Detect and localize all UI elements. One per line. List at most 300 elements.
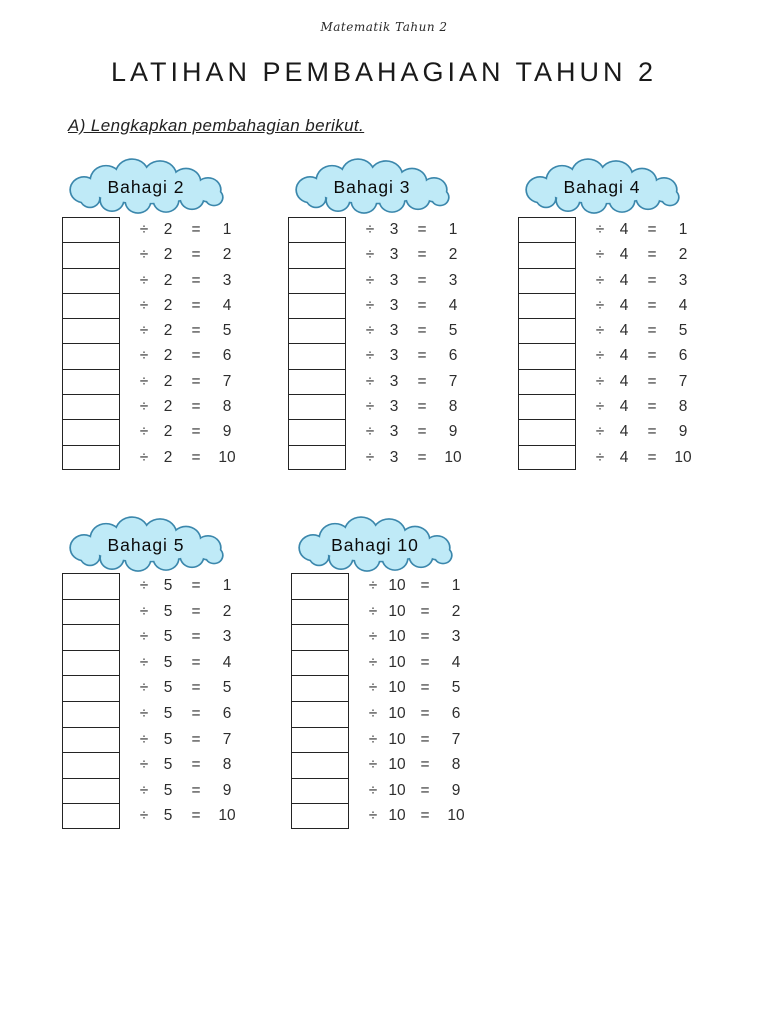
equals-sign: = [420, 730, 430, 748]
divisor-value: 3 [389, 448, 399, 466]
quotient-value: 10 [444, 448, 462, 466]
divide-sign: ÷ [595, 246, 605, 264]
answer-box[interactable] [518, 242, 576, 269]
divide-sign: ÷ [139, 221, 149, 238]
divisor-value: 4 [619, 221, 629, 238]
division-row [62, 419, 243, 444]
divisor-value: 4 [619, 423, 629, 441]
divide-sign: ÷ [365, 221, 375, 238]
division-row [291, 650, 472, 676]
divisor-value: 4 [619, 372, 629, 390]
cloud-banner [518, 158, 686, 216]
divide-sign: ÷ [365, 372, 375, 390]
equals-sign: = [191, 322, 201, 340]
answer-box[interactable] [518, 369, 576, 396]
quotient-value: 2 [678, 246, 688, 264]
quotient-value: 10 [674, 448, 692, 466]
equals-sign: = [191, 221, 201, 238]
division-row [288, 445, 469, 470]
division-row [518, 318, 699, 343]
division-row [518, 369, 699, 394]
division-row [291, 675, 472, 701]
division-row [518, 268, 699, 293]
equals-sign: = [420, 577, 430, 594]
answer-box[interactable] [62, 727, 120, 754]
answer-box[interactable] [288, 318, 346, 345]
quotient-value: 6 [222, 347, 232, 365]
equals-sign: = [191, 347, 201, 365]
divide-sign: ÷ [139, 602, 149, 620]
division-row [288, 343, 469, 368]
divisor-value: 10 [388, 704, 406, 722]
divisor-value: 10 [388, 628, 406, 646]
equals-sign: = [420, 679, 430, 697]
quotient-value: 8 [448, 398, 458, 416]
divisor-value: 3 [389, 372, 399, 390]
divide-sign: ÷ [595, 296, 605, 314]
answer-box[interactable] [518, 419, 576, 446]
answer-box[interactable] [291, 727, 349, 754]
equals-sign: = [647, 246, 657, 264]
divide-sign: ÷ [368, 781, 378, 799]
answer-box[interactable] [288, 217, 346, 244]
equals-sign: = [417, 246, 427, 264]
divisor-value: 5 [163, 577, 173, 594]
cloud-label: Bahagi 2 [107, 177, 185, 197]
division-row [62, 803, 243, 829]
answer-box[interactable] [288, 343, 346, 370]
equals-sign: = [647, 423, 657, 441]
answer-box[interactable] [62, 293, 120, 320]
quotient-value: 9 [222, 781, 232, 799]
answer-box[interactable] [62, 778, 120, 805]
divide-sign: ÷ [365, 448, 375, 466]
division-row [288, 419, 469, 444]
answer-box[interactable] [518, 343, 576, 370]
division-row [518, 242, 699, 267]
divisor-value: 4 [619, 347, 629, 365]
cloud-banner [291, 516, 459, 574]
divisor-value: 10 [388, 653, 406, 671]
divisor-value: 3 [389, 347, 399, 365]
division-row [62, 675, 243, 701]
division-row [62, 293, 243, 318]
answer-box[interactable] [62, 242, 120, 269]
equals-sign: = [417, 322, 427, 340]
equals-sign: = [420, 653, 430, 671]
divide-sign: ÷ [368, 679, 378, 697]
divisor-value: 3 [389, 296, 399, 314]
division-rows [288, 217, 469, 470]
divisor-value: 2 [163, 221, 173, 238]
division-row [62, 573, 243, 599]
divide-sign: ÷ [139, 730, 149, 748]
divide-sign: ÷ [139, 322, 149, 340]
divisor-value: 3 [389, 398, 399, 416]
cloud-banner [288, 158, 456, 216]
division-row [62, 599, 243, 625]
divisor-value: 5 [163, 653, 173, 671]
quotient-value: 2 [448, 246, 458, 264]
divide-sign: ÷ [595, 448, 605, 466]
division-row [518, 343, 699, 368]
divisor-value: 2 [163, 271, 173, 289]
quotient-value: 9 [448, 423, 458, 441]
quotient-value: 4 [451, 653, 461, 671]
division-row [291, 803, 472, 829]
cloud-banner [62, 158, 230, 216]
page-title: LATIHAN PEMBAHAGIAN TAHUN 2 [110, 57, 658, 87]
cloud-label: Bahagi 3 [333, 177, 411, 197]
division-row [518, 445, 699, 470]
divisor-value: 4 [619, 246, 629, 264]
divide-sign: ÷ [595, 423, 605, 441]
division-row [288, 242, 469, 267]
cloud-banner [62, 516, 230, 574]
division-row [62, 318, 243, 343]
divisor-value: 4 [619, 296, 629, 314]
divide-sign: ÷ [139, 679, 149, 697]
divide-sign: ÷ [368, 807, 378, 825]
divide-sign: ÷ [365, 423, 375, 441]
instruction-text: A) Lengkapkan pembahagian berikut. [68, 116, 365, 135]
answer-box[interactable] [291, 650, 349, 677]
quotient-value: 1 [678, 221, 688, 238]
equals-sign: = [647, 221, 657, 238]
divide-sign: ÷ [139, 653, 149, 671]
division-row [62, 369, 243, 394]
equals-sign: = [417, 347, 427, 365]
answer-box[interactable] [62, 803, 120, 829]
divide-sign: ÷ [368, 653, 378, 671]
equals-sign: = [191, 730, 201, 748]
division-row [288, 318, 469, 343]
divisor-value: 3 [389, 423, 399, 441]
divisor-value: 5 [163, 807, 173, 825]
equals-sign: = [417, 398, 427, 416]
division-row [288, 217, 469, 242]
divide-sign: ÷ [139, 271, 149, 289]
answer-box[interactable] [62, 650, 120, 677]
divisor-value: 4 [619, 448, 629, 466]
quotient-value: 1 [222, 221, 232, 238]
answer-box[interactable] [62, 701, 120, 728]
quotient-value: 7 [678, 372, 688, 390]
divisor-value: 10 [388, 602, 406, 620]
answer-box[interactable] [288, 268, 346, 295]
divisor-value: 2 [163, 246, 173, 264]
equals-sign: = [420, 704, 430, 722]
division-rows [62, 573, 243, 829]
division-row [291, 752, 472, 778]
divisor-value: 3 [389, 246, 399, 264]
division-row [291, 599, 472, 625]
divide-sign: ÷ [595, 271, 605, 289]
answer-box[interactable] [291, 778, 349, 805]
equals-sign: = [647, 322, 657, 340]
answer-box[interactable] [291, 752, 349, 779]
division-row [518, 419, 699, 444]
answer-box[interactable] [62, 369, 120, 396]
division-row [288, 268, 469, 293]
divisor-value: 10 [388, 679, 406, 697]
quotient-value: 8 [222, 756, 232, 774]
equals-sign: = [647, 271, 657, 289]
quotient-value: 6 [451, 704, 461, 722]
equals-sign: = [191, 448, 201, 466]
divide-sign: ÷ [595, 221, 605, 238]
equals-sign: = [191, 807, 201, 825]
divide-sign: ÷ [139, 577, 149, 594]
divisor-value: 4 [619, 398, 629, 416]
divide-sign: ÷ [139, 704, 149, 722]
quotient-value: 5 [451, 679, 461, 697]
equals-sign: = [191, 296, 201, 314]
quotient-value: 6 [222, 704, 232, 722]
divisor-value: 2 [163, 423, 173, 441]
divide-sign: ÷ [368, 628, 378, 646]
answer-box[interactable] [62, 419, 120, 446]
quotient-value: 7 [222, 730, 232, 748]
quotient-value: 2 [222, 246, 232, 264]
answer-box[interactable] [288, 293, 346, 320]
answer-box[interactable] [62, 343, 120, 370]
answer-box[interactable] [291, 701, 349, 728]
divide-sign: ÷ [365, 296, 375, 314]
divisor-value: 5 [163, 628, 173, 646]
divide-sign: ÷ [595, 347, 605, 365]
equals-sign: = [191, 423, 201, 441]
equals-sign: = [647, 296, 657, 314]
quotient-value: 9 [451, 781, 461, 799]
divide-sign: ÷ [365, 347, 375, 365]
quotient-value: 6 [678, 347, 688, 365]
divisor-value: 10 [388, 730, 406, 748]
answer-box[interactable] [518, 394, 576, 421]
quotient-value: 8 [678, 398, 688, 416]
answer-box[interactable] [291, 573, 349, 600]
equals-sign: = [191, 372, 201, 390]
equals-sign: = [647, 347, 657, 365]
quotient-value: 4 [448, 296, 458, 314]
division-row [518, 217, 699, 242]
cloud-label: Bahagi 4 [563, 177, 641, 197]
answer-box[interactable] [518, 217, 576, 244]
quotient-value: 3 [222, 271, 232, 289]
equals-sign: = [191, 398, 201, 416]
divide-sign: ÷ [595, 322, 605, 340]
divide-sign: ÷ [139, 423, 149, 441]
quotient-value: 2 [222, 602, 232, 620]
division-row [62, 650, 243, 676]
divisor-value: 4 [619, 271, 629, 289]
answer-box[interactable] [518, 445, 576, 470]
divisor-value: 4 [619, 322, 629, 340]
answer-box[interactable] [288, 394, 346, 421]
divide-sign: ÷ [139, 756, 149, 774]
division-row [62, 701, 243, 727]
division-row [518, 293, 699, 318]
answer-box[interactable] [62, 318, 120, 345]
quotient-value: 7 [451, 730, 461, 748]
divisor-value: 10 [388, 781, 406, 799]
answer-box[interactable] [62, 445, 120, 470]
divisor-value: 2 [163, 448, 173, 466]
divide-sign: ÷ [368, 602, 378, 620]
division-row [288, 293, 469, 318]
equals-sign: = [417, 221, 427, 238]
answer-box[interactable] [291, 624, 349, 651]
divisor-value: 5 [163, 781, 173, 799]
answer-box[interactable] [518, 268, 576, 295]
answer-box[interactable] [291, 675, 349, 702]
cloud-label: Bahagi 5 [107, 535, 185, 555]
equals-sign: = [191, 756, 201, 774]
answer-box[interactable] [62, 624, 120, 651]
equals-sign: = [417, 271, 427, 289]
answer-box[interactable] [291, 803, 349, 829]
quotient-value: 1 [222, 577, 232, 594]
divisor-value: 5 [163, 730, 173, 748]
answer-box[interactable] [288, 369, 346, 396]
answer-box[interactable] [62, 573, 120, 600]
divide-sign: ÷ [365, 322, 375, 340]
quotient-value: 1 [451, 577, 461, 594]
equals-sign: = [191, 577, 201, 594]
quotient-value: 4 [222, 653, 232, 671]
equals-sign: = [420, 781, 430, 799]
quotient-value: 4 [678, 296, 688, 314]
quotient-value: 10 [218, 807, 236, 825]
quotient-value: 3 [448, 271, 458, 289]
quotient-value: 10 [218, 448, 236, 466]
divide-sign: ÷ [365, 271, 375, 289]
divisor-value: 10 [388, 577, 406, 594]
quotient-value: 9 [678, 423, 688, 441]
divide-sign: ÷ [139, 246, 149, 264]
division-row [291, 624, 472, 650]
equals-sign: = [420, 807, 430, 825]
division-row [62, 343, 243, 368]
quotient-value: 8 [451, 756, 461, 774]
answer-box[interactable] [288, 419, 346, 446]
divisor-value: 10 [388, 807, 406, 825]
divide-sign: ÷ [139, 628, 149, 646]
division-row [291, 727, 472, 753]
divide-sign: ÷ [365, 246, 375, 264]
division-row [288, 369, 469, 394]
divide-sign: ÷ [368, 730, 378, 748]
divisor-value: 3 [389, 271, 399, 289]
quotient-value: 4 [222, 296, 232, 314]
divide-sign: ÷ [139, 448, 149, 466]
answer-box[interactable] [62, 268, 120, 295]
answer-box[interactable] [62, 394, 120, 421]
equals-sign: = [417, 448, 427, 466]
quotient-value: 5 [448, 322, 458, 340]
equals-sign: = [647, 448, 657, 466]
answer-box[interactable] [62, 675, 120, 702]
divisor-value: 5 [163, 704, 173, 722]
division-row [518, 394, 699, 419]
equals-sign: = [417, 296, 427, 314]
equals-sign: = [191, 628, 201, 646]
answer-box[interactable] [62, 217, 120, 244]
divide-sign: ÷ [139, 781, 149, 799]
division-rows [291, 573, 472, 829]
division-row [291, 701, 472, 727]
divisor-value: 5 [163, 602, 173, 620]
division-row [62, 217, 243, 242]
divisor-value: 2 [163, 347, 173, 365]
answer-box[interactable] [288, 445, 346, 470]
divide-sign: ÷ [595, 398, 605, 416]
division-row [62, 268, 243, 293]
divisor-value: 2 [163, 372, 173, 390]
quotient-value: 5 [222, 679, 232, 697]
equals-sign: = [191, 602, 201, 620]
equals-sign: = [191, 781, 201, 799]
divide-sign: ÷ [595, 372, 605, 390]
equals-sign: = [191, 653, 201, 671]
answer-box[interactable] [62, 752, 120, 779]
equals-sign: = [420, 602, 430, 620]
divide-sign: ÷ [368, 704, 378, 722]
answer-box[interactable] [288, 242, 346, 269]
quotient-value: 2 [451, 602, 461, 620]
division-rows [62, 217, 243, 470]
equals-sign: = [191, 246, 201, 264]
divide-sign: ÷ [365, 398, 375, 416]
header-note: Matematik Tahun 2 [320, 20, 448, 34]
quotient-value: 7 [448, 372, 458, 390]
divide-sign: ÷ [368, 756, 378, 774]
quotient-value: 3 [222, 628, 232, 646]
equals-sign: = [417, 372, 427, 390]
quotient-value: 3 [451, 628, 461, 646]
divide-sign: ÷ [139, 398, 149, 416]
answer-box[interactable] [62, 599, 120, 626]
divisor-value: 3 [389, 221, 399, 238]
answer-box[interactable] [291, 599, 349, 626]
divisor-value: 5 [163, 679, 173, 697]
divisor-value: 2 [163, 322, 173, 340]
quotient-value: 9 [222, 423, 232, 441]
equals-sign: = [191, 271, 201, 289]
answer-box[interactable] [518, 293, 576, 320]
equals-sign: = [647, 398, 657, 416]
answer-box[interactable] [518, 318, 576, 345]
equals-sign: = [191, 679, 201, 697]
divide-sign: ÷ [368, 577, 378, 594]
division-row [62, 752, 243, 778]
divisor-value: 2 [163, 398, 173, 416]
division-rows [518, 217, 699, 470]
quotient-value: 5 [222, 322, 232, 340]
division-row [62, 394, 243, 419]
division-row [62, 445, 243, 470]
quotient-value: 5 [678, 322, 688, 340]
equals-sign: = [191, 704, 201, 722]
division-row [62, 778, 243, 804]
divisor-value: 3 [389, 322, 399, 340]
quotient-value: 6 [448, 347, 458, 365]
quotient-value: 7 [222, 372, 232, 390]
equals-sign: = [420, 756, 430, 774]
division-row [62, 242, 243, 267]
division-row [291, 778, 472, 804]
divide-sign: ÷ [139, 347, 149, 365]
